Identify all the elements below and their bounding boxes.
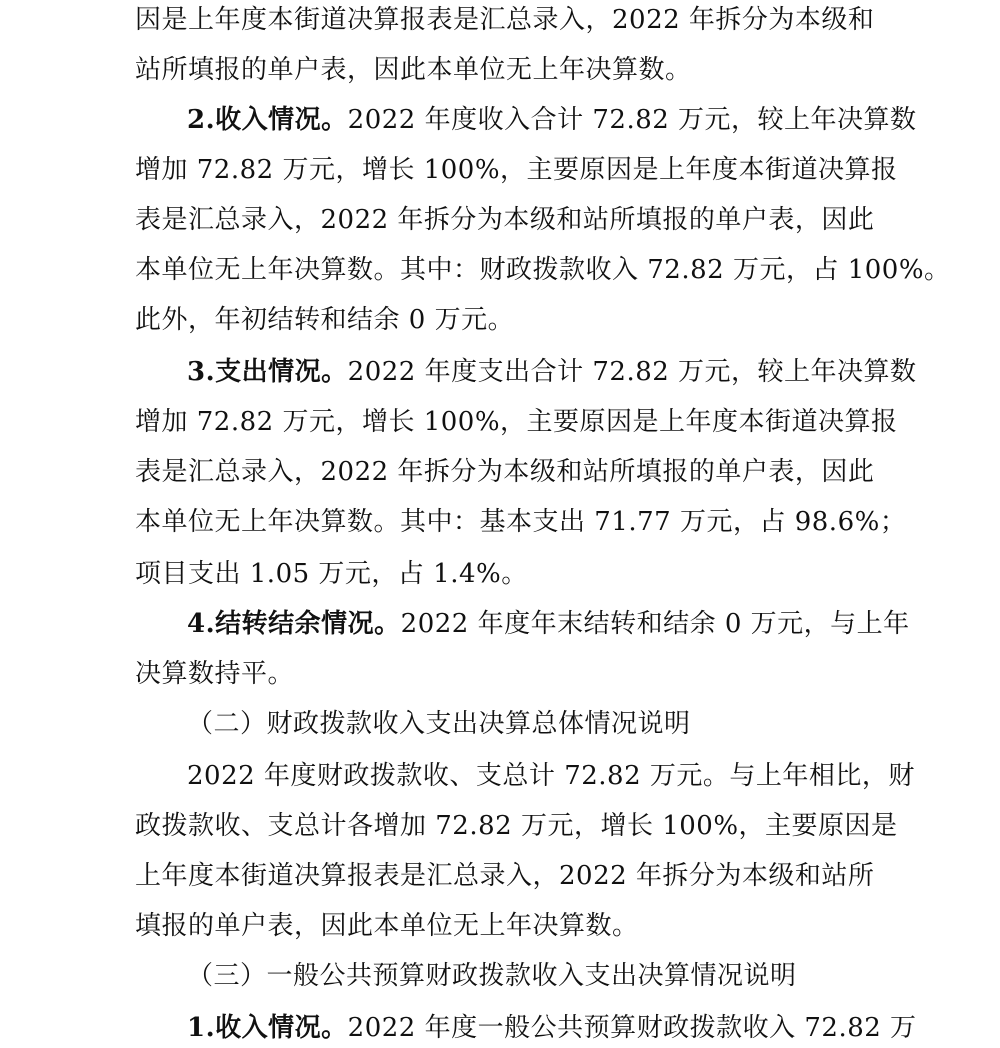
- text-run: 2022 年度收入合计 72.82 万元，较上年决算数: [347, 105, 917, 135]
- text-line: 表是汇总录入，2022 年拆分为本级和站所填报的单户表，因此: [135, 457, 875, 487]
- text-line: 2022 年度财政拨款收、支总计 72.82 万元。与上年相比，财: [187, 761, 915, 791]
- expense-heading: 3.支出情况。: [187, 357, 348, 387]
- text-line: 表是汇总录入，2022 年拆分为本级和站所填报的单户表，因此: [135, 205, 875, 235]
- text-line: 站所填报的单户表，因此本单位无上年决算数。: [135, 55, 692, 85]
- text-line: 增加 72.82 万元，增长 100%，主要原因是上年度本街道决算报: [135, 155, 898, 185]
- text-line: 上年度本街道决算报表是汇总录入，2022 年拆分为本级和站所: [135, 861, 875, 891]
- text-line: 增加 72.82 万元，增长 100%，主要原因是上年度本街道决算报: [135, 407, 898, 437]
- income-paragraph-first-line: [187, 100, 917, 140]
- text-line: 政拨款收、支总计各增加 72.82 万元，增长 100%，主要原因是: [135, 811, 898, 841]
- balance-paragraph-first-line: [187, 604, 910, 644]
- gpb-income-paragraph-first-line: [187, 1008, 917, 1048]
- section-title-2: （二）财政拨款收入支出决算总体情况说明: [187, 709, 691, 739]
- text-run: 2022 年度一般公共预算财政拨款收入 72.82 万: [347, 1013, 917, 1043]
- balance-heading: 4.结转结余情况。: [187, 609, 401, 639]
- expense-paragraph-first-line: [187, 352, 917, 392]
- text-line: 此外，年初结转和结余 0 万元。: [135, 305, 515, 335]
- text-line: 因是上年度本街道决算报表是汇总录入，2022 年拆分为本级和: [135, 5, 875, 35]
- text-run: 2022 年度年末结转和结余 0 万元，与上年: [400, 609, 910, 639]
- section-title-3: （三）一般公共预算财政拨款收入支出决算情况说明: [187, 961, 797, 991]
- text-line: 本单位无上年决算数。其中：财政拨款收入 72.82 万元，占 100%。: [135, 255, 951, 285]
- text-run: 2022 年度支出合计 72.82 万元，较上年决算数: [347, 357, 917, 387]
- income-heading: 2.收入情况。: [187, 105, 348, 135]
- gpb-income-heading: 1.收入情况。: [187, 1013, 348, 1043]
- text-line: 项目支出 1.05 万元，占 1.4%。: [135, 559, 528, 589]
- text-line: 本单位无上年决算数。其中：基本支出 71.77 万元，占 98.6%；: [135, 507, 907, 537]
- text-line: 决算数持平。: [135, 659, 295, 689]
- text-line: 填报的单户表，因此本单位无上年决算数。: [135, 911, 639, 941]
